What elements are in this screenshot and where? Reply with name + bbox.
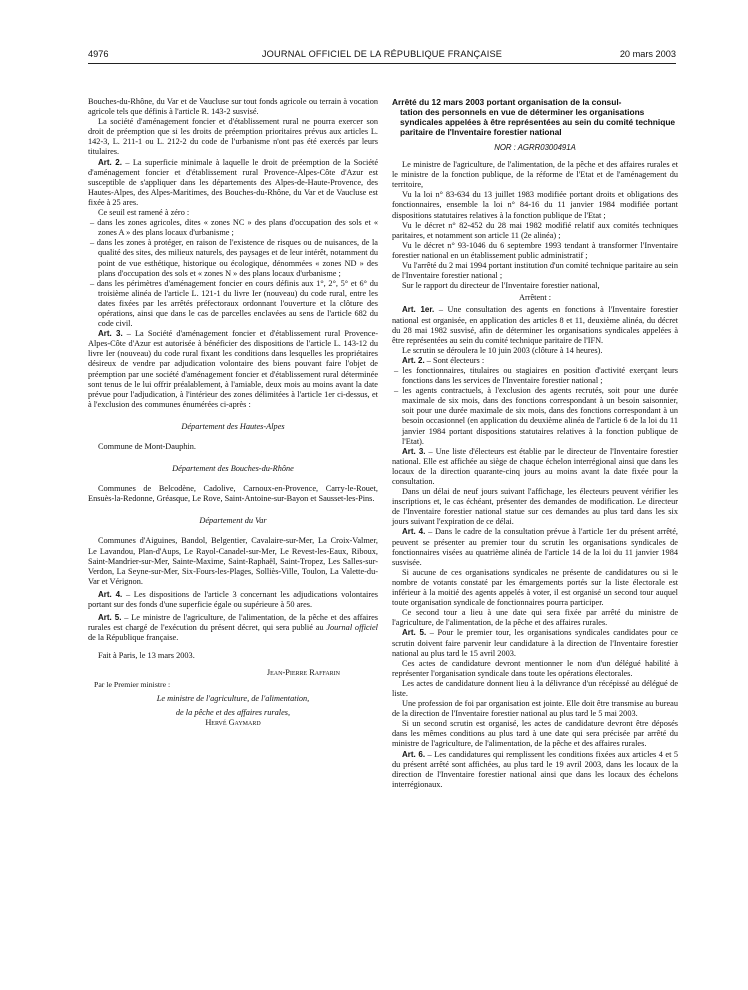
left-column [88, 97, 378, 728]
title-rest: tation des personnels en vue de déterminer les organisations syndicales appelées à être représentées au sein du comité technique paritaire de l'Inventaire forestier national [400, 107, 676, 137]
paragraph-vu: Vu le décret n° 93-1046 du 6 septembre 1993 tendant à transformer l'Inventaire forestier national en un établissement public administratif ; [392, 240, 678, 260]
paragraph-vu: Vu l'arrêté du 2 mai 1994 portant institution d'un comité technique paritaire au sein de l'Inventaire forestier national ; [392, 261, 678, 281]
article-label: Art. 4. [98, 589, 123, 599]
article-label: Art. 1er. [402, 305, 435, 315]
article-4 [88, 590, 378, 610]
article-text: – Dans le cadre de la consultation prévue à l'article 1er du présent arrêté, peuvent se présenter au premier tour du scrutin les organisations syndicales de fonctionnaires visées au quatrième alinéa de l'article 14 de la loi du 11 janvier 1984 susvisée. [392, 527, 678, 567]
article-label: Art. 4. [402, 527, 426, 537]
paragraph-vu: Vu le décret n° 82-452 du 28 mai 1982 modifié relatif aux comités techniques paritaires, et notamment son article 11 (2e alinéa) ; [392, 220, 678, 240]
article-1 [392, 305, 678, 345]
article-label: Art. 2. [402, 355, 425, 365]
paragraph-second-scrutin: Si un second scrutin est organisé, les actes de candidature devront être déposés dans les mêmes conditions au plus tard à une date qui sera précisée par arrêté du ministre de l'agriculture, de l'alimentation, de la pêche et des affaires rurales. [392, 719, 678, 749]
journal-reference: Journal officiel [326, 623, 378, 633]
zones-list [88, 218, 378, 329]
article-5 [392, 628, 678, 658]
fait-a-paris: Fait à Paris, le 13 mars 2003. [98, 651, 195, 661]
list-item: – les agents contractuels, à l'exclusion des agents recrutés, soit pour une durée maximale de six mois, dans des fonctions correspondant à un besoin saisonnier, soit pour une durée maximale de six mois, dans des fonctions correspondant à un besoin occasionnel (en application du deuxième alinéa de l'article 6 de la loi du 11 janvier 1984 portant dispositions statutaires relatives à la fonction publique de l'Etat). [392, 386, 678, 447]
article-2 [392, 356, 678, 366]
department-communes: Communes de Belcodène, Cadolive, Carnoux-en-Provence, Carry-le-Rouet, Ensuès-la-Redonne, Gréasque, Le Rove, Saint-Antoine-sur-Bayon et Sausset-les-Pins. [88, 484, 378, 504]
article-text: – Pour le premier tour, les organisations syndicales candidates pour ce scrutin doivent faire parvenir leur candidature à la direction de l'Inventaire forestier national au plus tard le 15 avril 2003. [392, 628, 678, 658]
paragraph-recepisse: Les actes de candidature donnent lieu à la délivrance d'un récépissé au délégué de liste. [392, 678, 678, 698]
article-6 [392, 750, 678, 790]
department-communes: Communes d'Aiguines, Bandol, Belgentier, Cavalaire-sur-Mer, La Croix-Valmer, Le Lavandou, Plan-d'Aups, Le Rayol-Canadel-sur-Mer, Le Revest-les-Eaux, Riboux, Saint-Mandrier-sur-Mer, Sainte-Maxime, Saint-Raphaël, Saint-Tropez, Les Salles-sur-Verdon, La Seyne-sur-Mer, Six-Fours-les-Plages, Solliès-Ville, Toulon, La Valette-du-Var et Vérignon. [88, 536, 378, 586]
article-label: Art. 2. [98, 157, 122, 167]
par-premier-ministre: Par le Premier ministre : [94, 679, 171, 689]
arrete-title [392, 97, 678, 137]
paragraph-societe: La société d'aménagement foncier et d'établissement rural ne pourra exercer son droit de préemption que si les droits de préemption prioritaires prévus aux articles L. 142-3, L. 211-1 ou L. 212-2 du code de l'urbanisme n'ont pas été exercés par leurs titulaires. [88, 117, 378, 157]
article-text: – Le ministre de l'agriculture, de l'alimentation, de la pêche et des affaires rurales est chargé de l'exécution du présent décret, qui sera publié au [88, 613, 379, 633]
paragraph-seuil: Ce seuil est ramené à zéro : [98, 208, 190, 218]
journal-title: JOURNAL OFFICIEL DE LA RÉPUBLIQUE FRANÇAISE [261, 49, 503, 59]
nor-reference: NOR : AGRR0300491A [494, 143, 576, 152]
paragraph-vu: Vu la loi n° 83-634 du 13 juillet 1983 modifiée portant droits et obligations des fonctionnaires, ensemble la loi n° 84-16 du 11 janvier 1984 modifiée portant dispositions statutaires relatives à la fonction publique de l'Etat ; [392, 190, 678, 220]
page-number: 4976 [88, 49, 109, 59]
paragraph-ministre: Le ministre de l'agriculture, de l'alimentation, de la pêche et des affaires rurales et le ministre de la fonction publique, de la réforme de l'Etat et de l'aménagement du territoire, [392, 160, 678, 190]
article-2 [88, 158, 378, 208]
list-item: – dans les zones agricoles, dites « zones NC » des plans d'occupation des sols et « zones A » des plans locaux d'urbanisme ; [88, 218, 378, 238]
signatory-name: Jean-Pierre Raffarin [266, 667, 340, 677]
paragraph-profession-de-foi: Une profession de foi par organisation est jointe. Elle doit être transmise au bureau de la direction de l'Inventaire forestier national au plus tard le 5 mai 2003. [392, 699, 678, 719]
article-text: – Les candidatures qui remplissent les conditions fixées aux articles 4 et 5 du présent arrêté sont affichées, au plus tard le 19 avril 2003, dans les locaux de la direction de l'Inventaire forestier national ainsi que dans les locaux des échelons interrégionaux. [392, 749, 679, 789]
page-header [88, 49, 676, 64]
article-3 [88, 329, 378, 410]
arretent: Arrêtent : [518, 293, 552, 303]
article-text: – Sont électeurs : [424, 355, 485, 365]
paragraph-delai: Dans un délai de neuf jours suivant l'affichage, les électeurs peuvent vérifier les inscriptions et, le cas échéant, présenter des demandes de modification. Le directeur de l'Inventaire forestier national statue sur ces demandes au plus tard dans les six jours suivant l'expiration de ce délai. [392, 487, 678, 527]
article-label: Art. 5. [402, 628, 427, 638]
article-4 [392, 527, 678, 567]
paragraph-actes: Ces actes de candidature devront mentionner le nom d'un délégué habilité à représenter l'organisation syndicale dans toute les opérations électorales. [392, 658, 678, 678]
article-5 [88, 613, 378, 643]
right-column [392, 97, 678, 790]
article-label: Art. 5. [98, 613, 122, 623]
electeurs-list [392, 366, 678, 447]
list-item: – les fonctionnaires, titulaires ou stagiaires en position d'activité exerçant leurs fonctions dans les services de l'Inventaire forestier national ; [392, 366, 678, 386]
list-item: – dans les périmètres d'aménagement foncier en cours définis aux 1°, 2°, 5° et 6° du troisième alinéa de l'article L. 121-1 du livre Ier (nouveau) du code rural, entre les dates fixées par les arrêtés préfectoraux ordonnant l'ouverture et la clôture des opérations, ainsi que dans le cas de parcelles enclavées au sens de l'article 682 du code civil. [88, 279, 378, 329]
title-line: Arrêté du 12 mars 2003 portant organisation de la consul- [392, 97, 622, 107]
department-communes: Commune de Mont-Dauphin. [98, 442, 196, 451]
department-heading: Département des Bouches-du-Rhône [172, 464, 294, 474]
article-text: – La superficie minimale à laquelle le droit de préemption de la Société d'aménagement foncier et d'établissement rural Provence-Alpes-Côte d'Azur est susceptible de s'appliquer dans les départements des Alpes-de-Haute-Provence, des Hautes-Alpes, des Alpes-Maritimes, des Bouches-du-Rhône, du Var et de Vaucluse est fixée à 25 ares. [88, 157, 379, 207]
paragraph-second-tour: Ce second tour a lieu à une date qui sera fixée par arrêté du ministre de l'agriculture, de l'alimentation, de la pêche et des affaires rurales. [392, 608, 678, 628]
article-label: Art. 3. [402, 446, 426, 456]
paragraph-scrutin: Le scrutin se déroulera le 10 juin 2003 (clôture à 14 heures). [402, 345, 603, 355]
article-3 [392, 447, 678, 487]
article-text: – Une liste d'électeurs est établie par le directeur de l'Inventaire forestier national. Elle est affichée au siège de chaque échelon interrégional ainsi que dans les locaux de la direction quarante-cinq jours au moins avant la date fixée pour la consultation. [392, 446, 679, 486]
article-label: Art. 3. [98, 329, 123, 339]
minister-title: Le ministre de l'agriculture, de l'alimentation, [156, 693, 310, 703]
article-text: – La Société d'aménagement foncier et d'établissement rural Provence-Alpes-Côte d'Azur est autorisée à bénéficier des dispositions de l'article L. 143-12 du livre Ier (nouveau) du code rural fixant les conditions dans lesquelles les propriétaires désireux de vendre par adjudication volontaire des biens pouvant faire l'objet de préemption par une société d'aménagement foncier et d'établissement rural déterminée sont tenus de le lui offrir préalablement, à l'amiable, deux mois au moins avant la date prévue pour l'adjudication, à l'intérieur des zones délimitées à l'article 1er ci-dessus, et à l'exclusion des communes énumérées ci-après : [88, 329, 379, 409]
paragraph-aucune: Si aucune de ces organisations syndicales ne présente de candidatures ou si le nombre de votants constaté par les émargements portés sur la liste électorale est inférieur à la moitié des agents appelés à voter, il est organisé un second tour auquel toute organisation syndicale de fonctionnaires pourra participer. [392, 567, 678, 608]
article-text: de la République française. [88, 633, 179, 643]
list-item: – dans les zones à protéger, en raison de l'existence de risques ou de nuisances, de la qualité des sites, des milieux naturels, des paysages et de leur intérêt, notamment du point de vue esthétique, historique ou écologique, dénommées « zones ND » des plans d'occupation des sols et « zones N » des plans locaux d'urbanisme ; [88, 238, 378, 278]
issue-date: 20 mars 2003 [619, 49, 676, 59]
article-label: Art. 6. [402, 749, 426, 759]
paragraph-sur: Sur le rapport du directeur de l'Inventaire forestier national, [402, 281, 600, 291]
department-heading: Département du Var [199, 516, 267, 526]
paragraph-intro: Bouches-du-Rhône, du Var et de Vaucluse sur tout fonds agricole ou terrain à vocation agricole tels que définis à l'article R. 143-2 susvisé. [88, 97, 378, 117]
article-text: – Une consultation des agents en fonctions à l'Inventaire forestier national est organisée, en application des articles 8 et 11, deuxième alinéa, du décret du 28 mai 1982 susvisé, afin de déterminer les organisations syndicales appelées à être représentées au sein du comité technique paritaire de l'IFN. [392, 305, 678, 345]
minister-title: de la pêche et des affaires rurales, [175, 707, 291, 717]
minister-name: Hervé Gaymard [205, 717, 261, 727]
article-text: – Les dispositions de l'article 3 concernant les adjudications volontaires portant sur des fonds d'une superficie égale ou supérieure à 50 ares. [88, 589, 379, 610]
department-heading: Département des Hautes-Alpes [181, 421, 285, 431]
